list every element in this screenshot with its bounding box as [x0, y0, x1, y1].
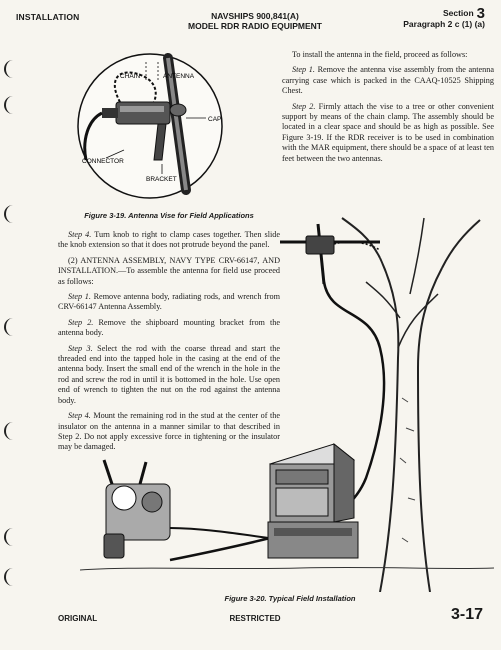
footer-center: RESTRICTED: [229, 614, 281, 623]
field-installation-illustration: [80, 198, 494, 592]
figure-3-20-caption: Figure 3-20. Typical Field Installation: [224, 594, 356, 603]
binder-hole: [4, 318, 16, 336]
binder-hole: [4, 205, 16, 223]
label-antenna: ANTENNA: [163, 73, 195, 80]
left-para-4: Step 3. Select the rod with the coarse thread and start the threaded end into the tapped hole in the casing at the end of the antenna body. Insert the small end of the wrench in the hole in the rod and screw the rod in until it is bottomed in the hole. Use open end of wrench to tighten the nut on the rod against the antenna body.: [58, 343, 280, 405]
footer-left: ORIGINAL: [58, 614, 98, 623]
header-center: [170, 11, 340, 31]
cap: [170, 104, 186, 116]
binder-hole: [4, 422, 16, 440]
right-para-2: Step 2. Firmly attach the vise to a tree or other convenient support by means of the chain clamp. The assembly should be located in a clear space and should be as high as possible. See Figure 3-19. If the RDR receiver is to be used in combination with the MAR equipment, there should be a space of at least ten feet between the two antennas.: [282, 101, 494, 163]
section-label: Section: [442, 8, 474, 18]
header-doc-title: MODEL RDR RADIO EQUIPMENT: [188, 21, 322, 31]
antenna-vise-illustration: [58, 40, 280, 210]
left-para-5: Step 4. Mount the remaining rod in the stud at the center of the insulator on the antenna in a manner similar to that described in Step 2. Do not apply excessive force in tightening or the insulator may be damaged.: [58, 411, 280, 452]
connector: [102, 108, 118, 118]
power-cable: [170, 528, 268, 538]
generator-cranks: [104, 460, 146, 484]
ground-line: [80, 567, 494, 570]
power-unit-case: [268, 522, 358, 558]
label-chain: CHAIN: [120, 73, 141, 80]
binder-hole: [4, 96, 16, 114]
right-para-1: Step 1. Remove the antenna vise assembly from the antenna carrying case which is packed in the CAAQ-10525 Shipping Chest.: [282, 65, 494, 96]
tree-trunk: [380, 258, 398, 592]
right-column: [282, 50, 494, 169]
vise-body: [116, 102, 170, 124]
header-right: [403, 5, 485, 29]
field-antenna-vise: [306, 236, 334, 254]
left-para-2: Step 1. Remove antenna body, radiating rods, and wrench from CRV-66147 Antenna Assembly.: [58, 292, 280, 312]
label-bracket: BRACKET: [146, 176, 177, 183]
left-para-1: (2) ANTENNA ASSEMBLY, NAVY TYPE CRV-66147, AND INSTALLATION.—To assemble the antenna for field use proceed as follows:: [58, 255, 280, 286]
section-number: 3: [476, 5, 485, 22]
binder-hole: [4, 568, 16, 586]
right-para-0: To install the antenna in the field, proceed as follows:: [292, 50, 468, 59]
binder-hole: [4, 60, 16, 78]
label-cap: CAP: [208, 116, 222, 123]
header-left: INSTALLATION: [16, 12, 80, 22]
figure-3-19-caption: Figure 3-19. Antenna Vise for Field Applications: [84, 211, 254, 220]
tree-branch: [342, 218, 380, 258]
left-para-0: Step 4. Turn knob to right to clamp cases together. Then slide the knob extension so that it does not protrude beyond the panel.: [58, 230, 280, 250]
binder-hole: [4, 528, 16, 546]
header-doc-number: NAVSHIPS 900,841(A): [211, 11, 299, 21]
page-number: 3-17: [450, 606, 483, 623]
left-para-3: Step 2. Remove the shipboard mounting bracket from the antenna body.: [58, 317, 281, 338]
label-connector: CONNECTOR: [82, 158, 124, 165]
paragraph-ref: Paragraph 2 c (1) (a): [403, 19, 485, 29]
